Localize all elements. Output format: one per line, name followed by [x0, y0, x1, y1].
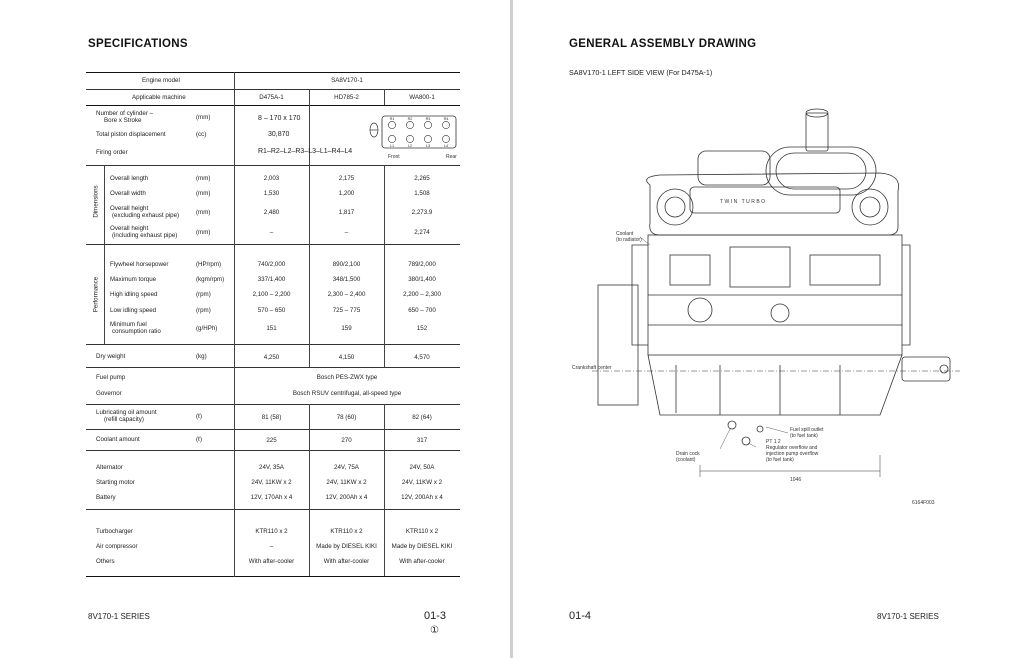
perf_rows-value-d475a-3: 570 – 650 [257, 307, 286, 314]
dry-weight-d475a: 4,250 [263, 354, 280, 361]
firing-order-value: R1–R2–L2–R3–L3–L1–R4–L4 [258, 148, 353, 155]
lube-oil-d475a: 81 (58) [261, 414, 282, 421]
perf_rows-value-hd785-3: 725 – 775 [332, 307, 361, 314]
dim_rows-value-wa800-1: 1,508 [414, 190, 430, 197]
governor-value: Bosch RSUV centrifugal, all-speed type [292, 390, 402, 397]
bore-stroke-label: Bore x Stroke [104, 117, 142, 124]
perf_rows-value-d475a-1: 337/1,400 [257, 276, 286, 283]
perf_rows-label-4: Minimum fuel [110, 321, 147, 328]
regulator-to-fuel-tank-label: (to fuel tank) [766, 457, 794, 463]
governor-label: Governor [96, 390, 122, 397]
twin-turbo-nameplate: TWIN TURBO [720, 199, 767, 205]
cylinder-label: Number of cylinder – [96, 110, 154, 117]
fuel-spill-outlet-sublabel: (to fuel tank) [790, 433, 818, 439]
perf_rows-unit-3: (rpm) [196, 307, 211, 314]
perf_rows-label-0: Flywheel horsepower [110, 261, 169, 268]
dimensions-group-label: Dimensions [92, 185, 100, 218]
perf_rows-label-1: Maximum torque [110, 276, 157, 283]
cyl-r4: R4 [443, 117, 449, 121]
engine-model-value: SA8V170-1 [331, 77, 363, 84]
dim_rows-sublabel-3: (including exhaust pipe) [112, 232, 178, 239]
fuel-pump-value: Bosch PES-ZWX type [316, 374, 378, 381]
perf_rows-value-wa800-3: 650 – 700 [408, 307, 436, 314]
misc_rows-value-d475a-2: With after-cooler [248, 558, 295, 565]
lube-oil-label: Lubricating oil amount [96, 409, 157, 416]
perf_rows-value-hd785-2: 2,300 – 2,400 [327, 291, 366, 298]
dim_rows-value-hd785-0: 2,175 [338, 175, 355, 182]
cyl-r3: R3 [425, 117, 431, 121]
dry-weight-wa800: 4,570 [414, 354, 430, 361]
perf_rows-label-2: High idling speed [110, 291, 158, 298]
displacement-value: 30,870 [268, 131, 290, 138]
coolant-label: Coolant [616, 231, 634, 237]
dim_rows-unit-3: (mm) [196, 229, 211, 236]
cyl-r2: R2 [407, 117, 413, 121]
perf_rows-value-hd785-1: 348/1,500 [332, 276, 361, 283]
machine-d475a: D475A-1 [259, 94, 284, 101]
displacement-label: Total piston displacement [96, 131, 166, 138]
perf_rows-value-d475a-4: 151 [266, 325, 277, 332]
elec_rows-label-2: Battery [96, 494, 116, 501]
perf_rows-value-d475a-0: 740/2,000 [257, 261, 286, 268]
elec_rows-value-wa800-1: 24V, 11KW x 2 [401, 479, 443, 486]
dim_rows-unit-2: (mm) [196, 209, 211, 216]
dim_rows-value-wa800-2: 2,273.9 [411, 209, 433, 216]
crankshaft-center-label: Crankshaft center [572, 365, 612, 371]
cyl-l2: L2 [407, 144, 413, 148]
perf_rows-value-wa800-0: 789/2,000 [408, 261, 436, 268]
misc_rows-label-1: Air compressor [96, 543, 138, 550]
elec_rows-value-wa800-2: 12V, 200Ah x 4 [401, 494, 443, 501]
revision-mark: ① [430, 625, 439, 636]
misc_rows-value-wa800-1: Made by DIESEL KIKI [391, 543, 453, 550]
machine-wa800: WA800-1 [409, 94, 435, 101]
machine-hd785: HD785-2 [334, 94, 359, 101]
cyl-l3: L3 [425, 144, 431, 148]
diagram-front-label: Front [388, 154, 400, 160]
pt-label: PT 1 2 [766, 439, 781, 445]
perf_rows-value-wa800-2: 2,200 – 2,300 [403, 291, 441, 298]
perf_rows-value-wa800-1: 380/1,400 [408, 276, 436, 283]
perf_rows-value-wa800-4: 152 [416, 325, 428, 332]
misc_rows-label-0: Turbocharger [96, 528, 133, 535]
cylinder-arrangement-diagram [366, 112, 460, 164]
dim_rows-sublabel-2: (excluding exhaust pipe) [112, 212, 180, 219]
dim_rows-value-wa800-3: 2,274 [414, 229, 430, 236]
lube-oil-sublabel: (refill capacity) [104, 416, 144, 423]
fuel-pump-label: Fuel pump [96, 374, 126, 381]
dim_rows-label-2: Overall height [110, 205, 149, 212]
elec_rows-value-d475a-1: 24V, 11KW x 2 [251, 479, 292, 486]
misc_rows-value-wa800-0: KTR110 x 2 [405, 528, 439, 535]
drain-cock-coolant-label: (coolant) [676, 457, 696, 463]
left-page [0, 0, 510, 658]
dry-weight-hd785: 4,150 [338, 354, 355, 361]
dry-weight-unit: (kg) [196, 353, 207, 360]
firing-order-label: Firing order [96, 149, 128, 156]
dim_rows-label-0: Overall length [110, 175, 149, 182]
elec_rows-label-0: Alternator [96, 464, 123, 471]
perf_rows-unit-4: (g/HPh) [196, 325, 218, 332]
perf_rows-unit-1: (kgm/rpm) [196, 276, 225, 283]
dim_rows-value-hd785-3: – [344, 229, 349, 236]
misc_rows-value-hd785-0: KTR110 x 2 [330, 528, 363, 535]
misc_rows-label-2: Others [96, 558, 115, 565]
dim_rows-value-d475a-2: 2,480 [263, 209, 280, 216]
elec_rows-value-d475a-0: 24V, 35A [259, 464, 284, 471]
dim_rows-value-wa800-0: 2,265 [414, 175, 430, 182]
lube-oil-hd785: 78 (60) [336, 414, 357, 421]
elec_rows-value-hd785-0: 24V, 75A [334, 464, 359, 471]
coolant-d475a: 225 [266, 437, 277, 444]
dim_rows-label-1: Overall width [110, 190, 146, 197]
coolant-unit: (ℓ) [196, 436, 203, 443]
left-page-number: 01-3 [424, 610, 447, 622]
cyl-r1: R1 [389, 117, 395, 121]
right-footer-series: 8V170-1 SERIES [877, 612, 939, 621]
drain-cock-label: Drain cock [676, 451, 700, 457]
right-page-number: 01-4 [569, 610, 592, 622]
perf_rows-label-3: Low idling speed [110, 307, 157, 314]
elec_rows-value-hd785-2: 12V, 200Ah x 4 [325, 494, 368, 501]
engine-left-side-view-drawing [572, 95, 960, 515]
coolant-to-radiator-label: (to radiator) [616, 237, 642, 243]
elec_rows-label-1: Starting motor [96, 479, 135, 486]
dimension-1046: 1046 [790, 477, 802, 483]
dim_rows-value-d475a-0: 2,003 [263, 175, 280, 182]
dim_rows-value-d475a-1: 1,530 [263, 190, 280, 197]
misc_rows-value-hd785-2: With after-cooler [323, 558, 370, 565]
dim_rows-unit-0: (mm) [196, 175, 211, 182]
left-footer-series: 8V170-1 SERIES [88, 612, 150, 621]
elec_rows-value-d475a-2: 12V, 170Ah x 4 [250, 494, 293, 501]
misc_rows-value-wa800-2: With after-cooler [399, 558, 445, 565]
perf_rows-value-hd785-0: 890/2,100 [332, 261, 361, 268]
dry-weight-label: Dry weight [96, 353, 126, 360]
dim_rows-label-3: Overall height [110, 225, 149, 232]
applicable-machine-label: Applicable machine [132, 94, 186, 101]
elec_rows-value-wa800-0: 24V, 50A [409, 464, 435, 471]
displacement-unit: (cc) [196, 131, 207, 138]
coolant-wa800: 317 [416, 437, 428, 444]
cyl-l4: L4 [443, 144, 449, 148]
perf_rows-value-hd785-4: 159 [341, 325, 352, 332]
cylinder-value: 8 – 170 x 170 [258, 115, 301, 122]
injection-pump-overflow-label: injection pump overflow [766, 451, 819, 457]
perf_rows-sublabel-4: consumption ratio [112, 328, 161, 335]
misc_rows-value-hd785-1: Made by DIESEL KIKI [316, 543, 377, 550]
lube-oil-wa800: 82 (64) [412, 414, 432, 421]
assembly-drawing-subtitle: SA8V170-1 LEFT SIDE VIEW (For D475A-1) [569, 68, 713, 77]
fuel-spill-outlet-label: Fuel spill outlet [790, 427, 824, 433]
dim_rows-value-hd785-1: 1,200 [338, 190, 355, 197]
cyl-l1: L1 [389, 144, 395, 148]
misc_rows-value-d475a-0: KTR110 x 2 [255, 528, 288, 535]
misc_rows-value-d475a-1: – [269, 543, 274, 550]
engine-model-label: Engine model [142, 77, 180, 84]
coolant-label: Coolant amount [96, 436, 140, 443]
dim_rows-value-hd785-2: 1,817 [338, 209, 355, 216]
regulator-overflow-label: Regulator overflow and [766, 445, 818, 451]
coolant-hd785: 270 [341, 437, 352, 444]
dim_rows-value-d475a-3: – [269, 229, 274, 236]
perf_rows-unit-0: (HP/rpm) [196, 261, 222, 268]
dim_rows-unit-1: (mm) [196, 190, 211, 197]
lube-oil-unit: (ℓ) [196, 413, 203, 420]
perf_rows-value-d475a-2: 2,100 – 2,200 [252, 291, 291, 298]
perf_rows-unit-2: (rpm) [196, 291, 211, 298]
figure-code: 6164F003 [912, 500, 935, 506]
elec_rows-value-hd785-1: 24V, 11KW x 2 [326, 479, 367, 486]
specifications-table [86, 72, 460, 577]
diagram-rear-label: Rear [446, 154, 457, 160]
assembly-drawing-title: GENERAL ASSEMBLY DRAWING [569, 38, 757, 50]
performance-group-label: Performance [92, 276, 100, 313]
specifications-title: SPECIFICATIONS [88, 38, 188, 50]
cylinder-unit: (mm) [196, 114, 211, 121]
